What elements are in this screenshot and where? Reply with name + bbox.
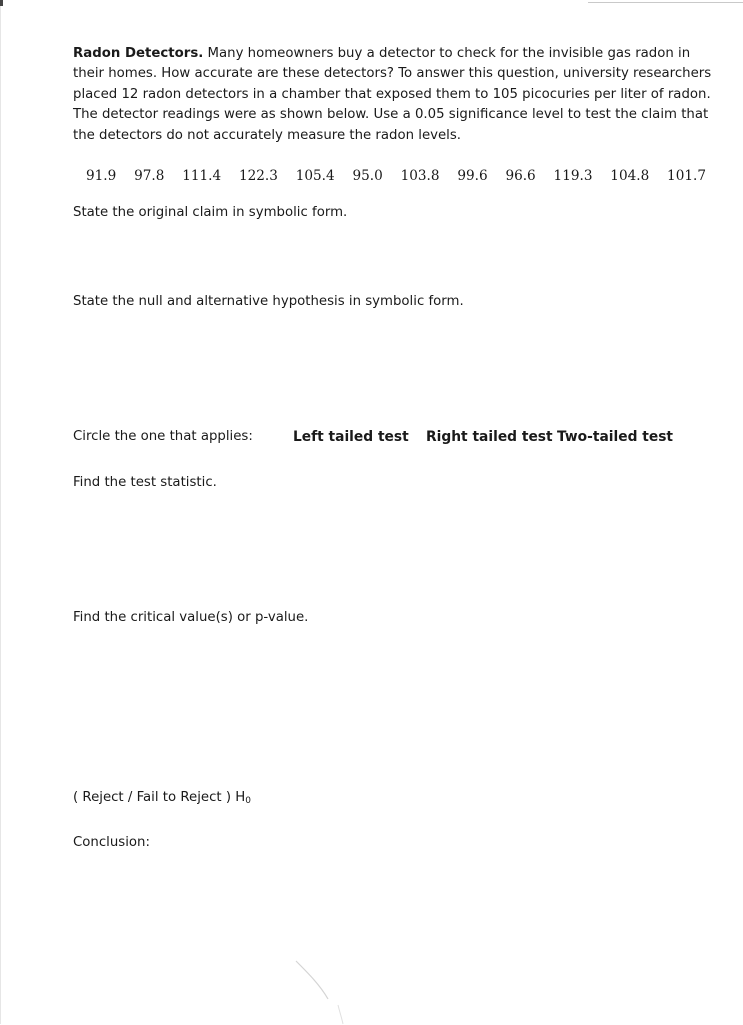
problem-body: Many homeowners buy a detector to check for the invisible gas radon in their homes. How accurate are these detectors? To answer this question, university researchers placed 12 radon detectors in a chamber that exposed them to 105 picocuries per liter of radon. The detector readings were as shown below. Use a 0.05 significance level to test the claim that the detectors do not accurately measure the radon levels.	[73, 46, 712, 143]
circle-prompt: Circle the one that applies:	[73, 429, 253, 444]
tail-test-row	[73, 429, 693, 444]
decision-open-paren: (	[73, 790, 83, 805]
two-tailed-option[interactable]: Two-tailed test	[557, 429, 674, 445]
fail-to-reject-option[interactable]: Fail to Reject	[136, 790, 222, 805]
reading-value: 105.4	[295, 168, 335, 184]
scan-corner-mark	[0, 0, 3, 6]
null-hypothesis-symbol: H	[235, 790, 246, 805]
scan-edge	[0, 0, 1, 1024]
conclusion-prompt: Conclusion:	[73, 835, 150, 850]
reading-value: 122.3	[238, 168, 278, 184]
decision-separator: /	[127, 790, 137, 805]
claim-prompt: State the original claim in symbolic form.	[73, 205, 348, 220]
reading-value: 101.7	[667, 168, 706, 184]
stray-pen-mark	[290, 955, 350, 1025]
reading-value: 104.8	[610, 168, 650, 184]
problem-title: Radon Detectors.	[73, 46, 204, 61]
test-statistic-prompt: Find the test statistic.	[73, 475, 217, 490]
reading-value: 111.4	[182, 168, 222, 184]
problem-statement	[73, 44, 713, 146]
hypotheses-prompt: State the null and alternative hypothesis in symbolic form.	[73, 294, 464, 309]
reject-option[interactable]: Reject	[82, 790, 124, 805]
reading-value: 103.8	[400, 168, 440, 184]
reading-value: 96.6	[505, 168, 536, 184]
null-hypothesis-subscript: 0	[245, 796, 251, 806]
reading-value: 99.6	[457, 168, 488, 184]
reading-value: 97.8	[134, 168, 165, 184]
decision-line	[73, 790, 251, 806]
decision-close-paren: )	[225, 790, 236, 805]
scan-top-line	[588, 2, 743, 3]
reading-value: 91.9	[86, 168, 117, 184]
detector-readings	[86, 168, 706, 184]
left-tailed-option[interactable]: Left tailed test	[293, 429, 409, 445]
right-tailed-option[interactable]: Right tailed test	[426, 429, 553, 445]
reading-value: 95.0	[352, 168, 383, 184]
critical-value-prompt: Find the critical value(s) or p-value.	[73, 610, 309, 625]
reading-value: 119.3	[553, 168, 593, 184]
